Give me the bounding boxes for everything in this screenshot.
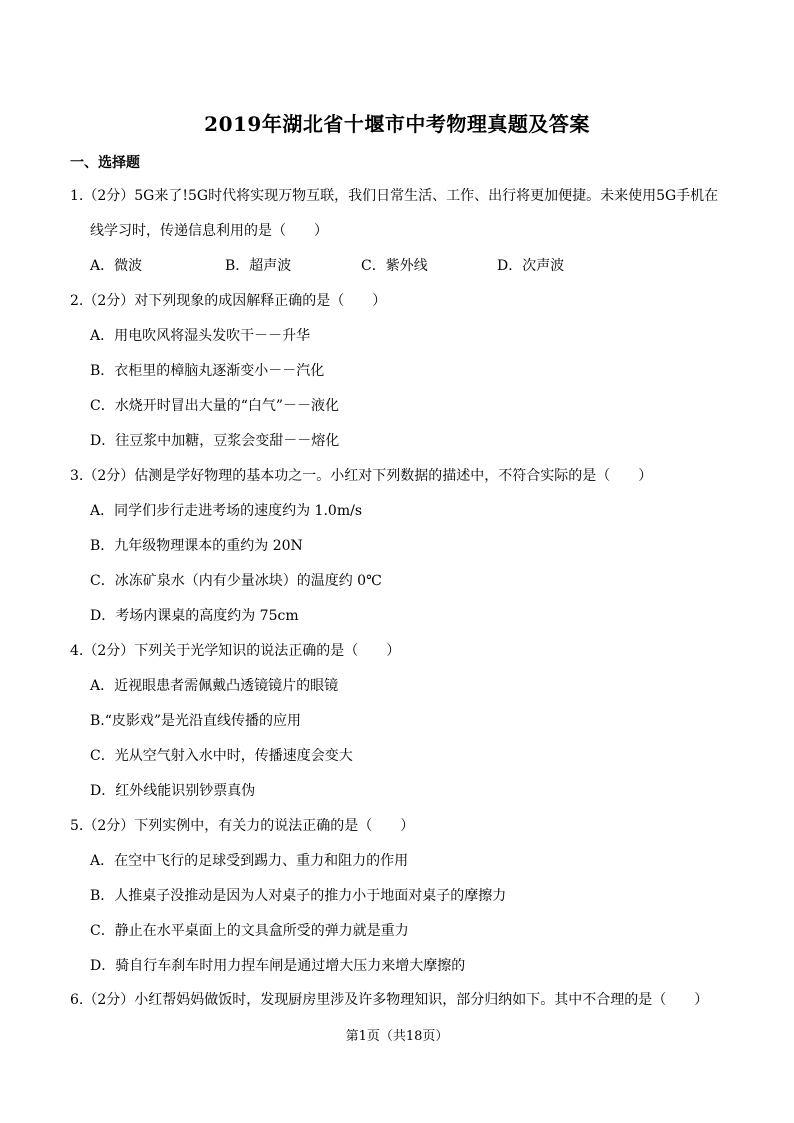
- question-1-option-c: C．紫外线: [361, 258, 428, 274]
- question-5-option-a: A．在空中飞行的足球受到踢力、重力和阻力的作用: [90, 853, 409, 869]
- question-3-option-d: D．考场内课桌的高度约为 75cm: [90, 608, 299, 624]
- question-3-stem: 3.（2分）估测是学好物理的基本功之一。小红对下列数据的描述中，不符合实际的是（ ）: [70, 468, 653, 484]
- question-1-option-d: D．次声波: [497, 258, 565, 274]
- question-3-option-b: B．九年级物理课本的重约为 20N: [90, 538, 303, 554]
- question-5-stem: 5.（2分）下列实例中，有关力的说法正确的是（ ）: [70, 818, 415, 834]
- question-4-stem: 4.（2分）下列关于光学知识的说法正确的是（ ）: [70, 643, 401, 659]
- question-5-option-b: B．人推桌子没推动是因为人对桌子的推力小于地面对桌子的摩擦力: [90, 888, 507, 904]
- question-1-stem-line-1: 1.（2分）5G来了!5G时代将实现万物互联，我们日常生活、工作、出行将更加便捷。未来使用5G手机在: [70, 188, 719, 204]
- question-1-option-b: B．超声波: [225, 258, 292, 274]
- question-4-option-d: D．红外线能识别钞票真伪: [90, 783, 256, 799]
- question-4-option-c: C．光从空气射入水中时，传播速度会变大: [90, 748, 353, 764]
- question-2-stem: 2.（2分）对下列现象的成因解释正确的是（ ）: [70, 293, 387, 309]
- question-2-option-d: D．往豆浆中加糖，豆浆会变甜－－熔化: [90, 433, 340, 449]
- question-5-option-c: C．静止在水平桌面上的文具盒所受的弹力就是重力: [90, 923, 409, 939]
- section-heading: 一、选择题: [70, 155, 140, 171]
- question-2-option-c: C．水烧开时冒出大量的“白气”－－液化: [90, 398, 340, 414]
- page-footer: 第1页（共18页）: [345, 1029, 449, 1044]
- page-title: 2019年湖北省十堰市中考物理真题及答案: [204, 112, 590, 136]
- question-4-option-a: A．近视眼患者需佩戴凸透镜镜片的眼镜: [90, 678, 339, 694]
- question-2-option-b: B．衣柜里的樟脑丸逐渐变小－－汽化: [90, 363, 325, 379]
- question-1-stem-line-2: 线学习时，传递信息利用的是（ ）: [90, 223, 328, 239]
- question-6-stem: 6.（2分）小红帮妈妈做饭时，发现厨房里涉及许多物理知识，部分归纳如下。其中不合理的是（ ）: [70, 992, 709, 1008]
- question-2-option-a: A．用电吹风将湿头发吹干－－升华: [90, 328, 311, 344]
- question-3-option-c: C．冰冻矿泉水（内有少量冰块）的温度约 0℃: [90, 573, 382, 589]
- question-4-option-b: B.“皮影戏”是光沿直线传播的应用: [90, 713, 302, 729]
- question-5-option-d: D．骑自行车刹车时用力捏车闸是通过增大压力来增大摩擦的: [90, 958, 466, 974]
- question-3-option-a: A．同学们步行走进考场的速度约为 1.0m/s: [90, 503, 363, 519]
- question-1-option-a: A．微波: [90, 258, 143, 274]
